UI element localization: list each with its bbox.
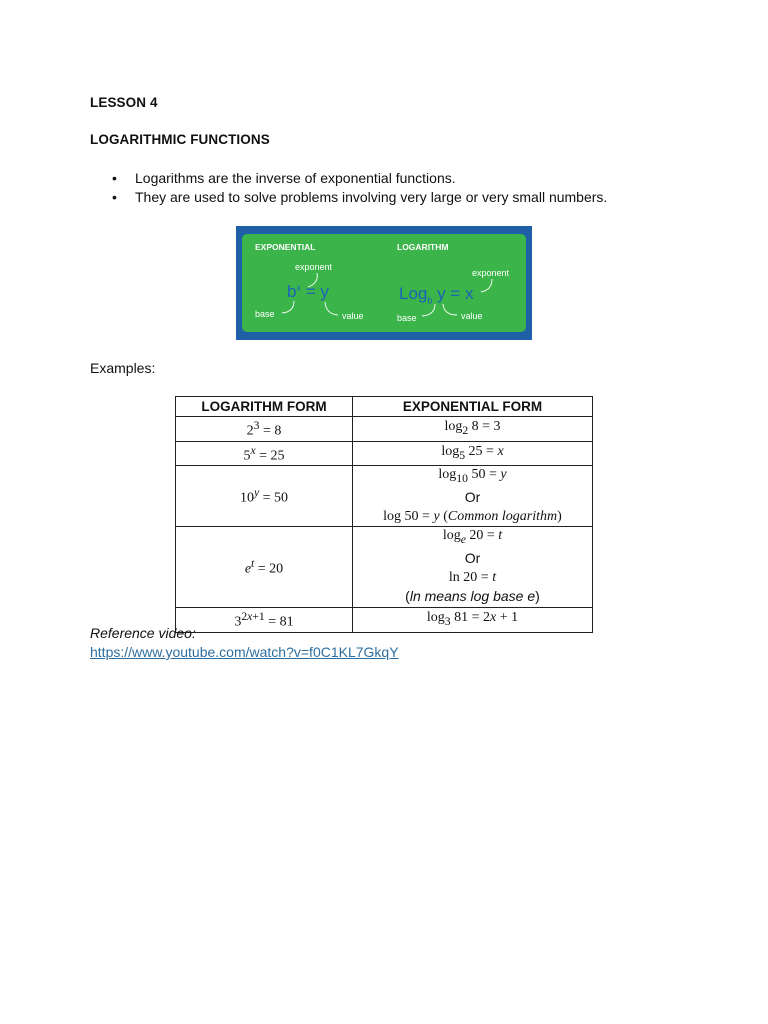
examples-table [175, 396, 593, 633]
log-value-label: value [461, 311, 483, 321]
reference-label: Reference video: [90, 625, 196, 641]
column-header-exponential: EXPONENTIAL FORM [353, 397, 593, 417]
arrow [481, 279, 492, 292]
log-base-label: base [397, 313, 417, 323]
table-row [176, 466, 593, 527]
exp-sup: x [296, 282, 301, 293]
topic-title: LOGARITHMIC FUNCTIONS [90, 132, 270, 147]
bullet-text: Logarithms are the inverse of exponential functions. [135, 170, 456, 186]
table-cell: $3^{2x+1} = 81$ [176, 607, 353, 632]
examples-label: Examples: [90, 360, 156, 376]
exp-rest: = y [300, 282, 329, 301]
log-exp-banner [236, 226, 532, 340]
exp-base: b [287, 282, 297, 301]
common-log-note: Common logarithm [447, 509, 558, 525]
table-cell: $5^x = 25$ [176, 441, 353, 466]
lesson-title: LESSON 4 [90, 95, 158, 110]
table-cell: $2^3 = 8$ [176, 417, 353, 442]
arrow [282, 301, 294, 313]
list-item [112, 169, 607, 188]
banner-panel [242, 234, 526, 332]
bullet-icon: • [112, 170, 117, 186]
table-cell: $\log_{10} 50 = y$ Or log 50 = y (Common logarithm) [353, 466, 593, 527]
arrow [325, 302, 338, 315]
exp-heading: EXPONENTIAL [255, 242, 316, 252]
exp-value-label: value [342, 311, 364, 321]
log-word: Log [399, 284, 428, 303]
or-text: Or [464, 549, 481, 566]
log-sub: b [427, 295, 433, 306]
table-row [176, 607, 593, 632]
bullet-list [112, 169, 607, 207]
bullet-text: They are used to solve problems involving very large or very small numbers. [135, 189, 608, 205]
arrow [443, 304, 457, 315]
table-cell: $\log_5 25 = x$ [353, 441, 593, 466]
table-cell: $e^t = 20$ [176, 527, 353, 608]
banner-arrows [242, 234, 526, 332]
reference-video-link[interactable]: https://www.youtube.com/watch?v=f0C1KL7GkqY [90, 644, 399, 660]
log-heading: LOGARITHM [397, 242, 449, 252]
table-row [176, 417, 593, 442]
ln-note: ln means log base e [409, 587, 536, 604]
table-cell: $\log_2 8 = 3$ [353, 417, 593, 442]
or-text: Or [464, 489, 481, 506]
log-rest: y = x [432, 284, 474, 303]
table-row [176, 527, 593, 608]
table-row [176, 441, 593, 466]
list-item [112, 188, 607, 207]
arrow [422, 304, 435, 316]
bullet-icon: • [112, 189, 117, 205]
table-cell: $\log_3 81 = 2x + 1$ [353, 607, 593, 632]
log-exponent-label: exponent [472, 268, 510, 278]
arrow [308, 273, 317, 287]
exp-exponent-label: exponent [295, 262, 333, 272]
table-cell: $10^y = 50$ [176, 466, 353, 527]
exp-base-label: base [255, 309, 275, 319]
column-header-logarithm: LOGARITHM FORM [176, 397, 353, 417]
table-cell: $\log_e 20 = t$ Or ln 20 = t (ln means log base e) [353, 527, 593, 608]
table-header-row [176, 397, 593, 417]
